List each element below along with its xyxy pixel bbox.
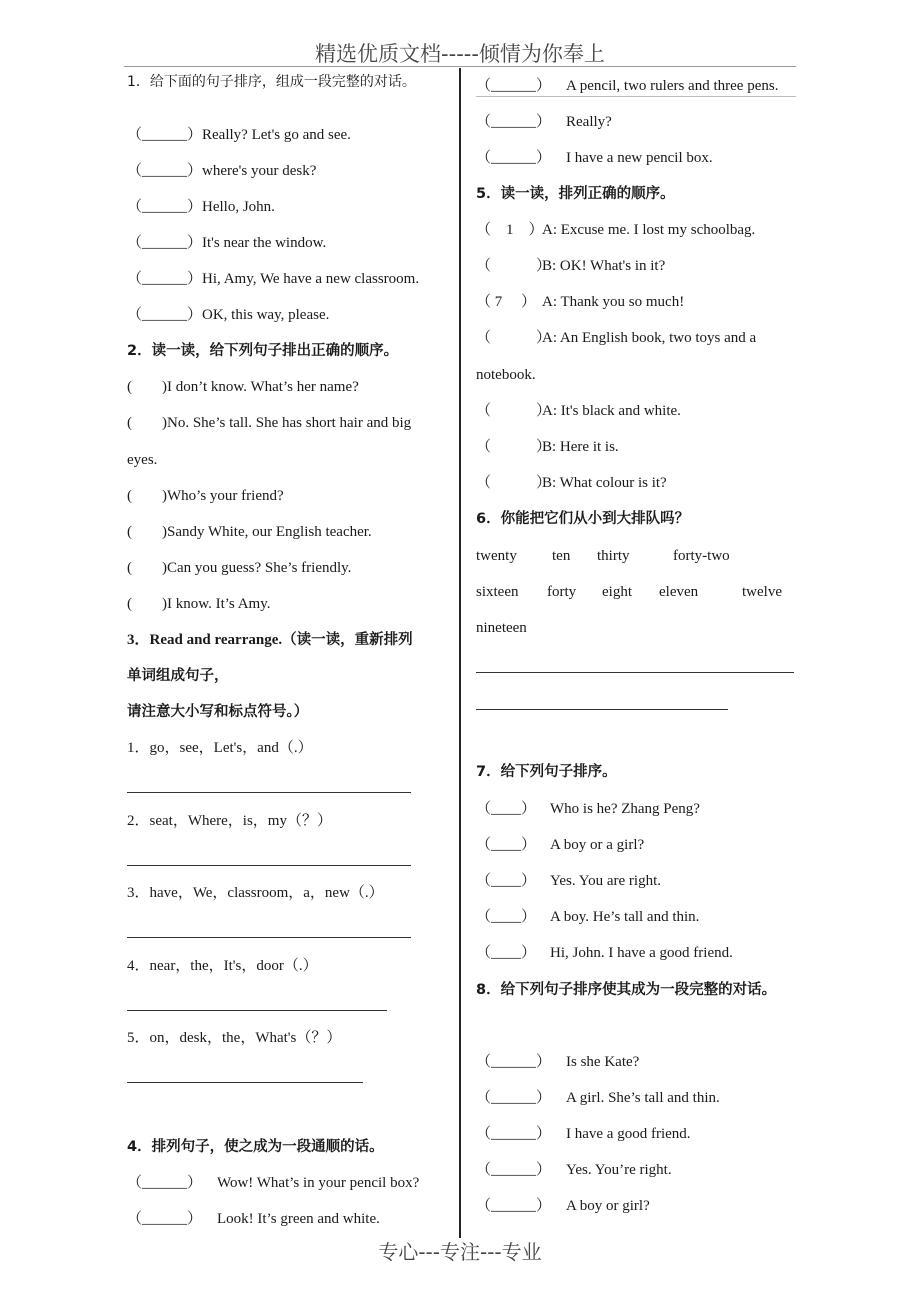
answer-blank[interactable]: （______） xyxy=(127,307,203,323)
answer-blank[interactable]: （ ） xyxy=(476,330,552,346)
section-5-title: 5．读一读，排列正确的顺序。 xyxy=(476,186,675,202)
number-word: ten xyxy=(552,548,571,564)
scramble-item: 3．have，We，classroom，a，new（.） xyxy=(127,885,384,901)
page-header: 精选优质文档-----倾情为你奉上 xyxy=(315,42,605,66)
answer-blank[interactable]: ( ) xyxy=(127,560,167,576)
section-1-title: 1．给下面的句子排序，组成一段完整的对话。 xyxy=(127,74,416,90)
item-text: It's near the window. xyxy=(202,235,327,251)
answer-blank[interactable]: ( ) xyxy=(127,415,167,431)
number-word: eight xyxy=(602,584,632,600)
item-text: Hello, John. xyxy=(202,199,275,215)
answer-blank[interactable]: （ ） xyxy=(476,475,552,491)
answer-blank[interactable]: （____） xyxy=(476,801,537,817)
section-3-title-line2: 单词组成句子， xyxy=(127,668,229,684)
item-text: I have a new pencil box. xyxy=(566,150,713,166)
list-item xyxy=(476,1088,720,1108)
list-item xyxy=(476,112,612,132)
answer-blank[interactable]: （______） xyxy=(127,235,203,251)
list-item xyxy=(127,486,284,506)
list-item xyxy=(476,799,700,819)
answer-blank[interactable]: （ 1 ） xyxy=(476,222,544,238)
section-3-title xyxy=(127,630,413,650)
answer-blank[interactable]: ( ) xyxy=(127,596,167,612)
list-item xyxy=(127,413,411,433)
answer-blank[interactable]: （______） xyxy=(476,1126,552,1142)
item-text: No. She’s tall. She has short hair and big xyxy=(167,415,412,431)
section-3-title-cn: （读一读，重新排列 xyxy=(282,632,413,648)
answer-blank[interactable]: （______） xyxy=(127,1175,203,1191)
item-text: B: What colour is it? xyxy=(542,475,667,491)
list-item xyxy=(127,594,270,614)
list-item xyxy=(127,125,351,145)
item-text: B: Here it is. xyxy=(542,439,619,455)
list-item xyxy=(476,871,661,891)
list-item xyxy=(476,1124,691,1144)
list-item xyxy=(127,161,316,181)
number-word: twelve xyxy=(742,584,782,600)
item-text: I know. It’s Amy. xyxy=(167,596,271,612)
answer-blank[interactable]: （______） xyxy=(476,1198,552,1214)
list-item xyxy=(127,1173,419,1193)
list-item xyxy=(476,1160,672,1180)
answer-blank[interactable]: （______） xyxy=(476,78,552,94)
answer-line[interactable] xyxy=(127,865,411,866)
list-item xyxy=(476,437,619,457)
answer-blank[interactable]: （____） xyxy=(476,945,537,961)
item-text: notebook. xyxy=(476,367,536,383)
list-item xyxy=(127,197,275,217)
section-2-title: 2．读一读，给下列句子排出正确的顺序。 xyxy=(127,343,399,359)
item-text: eyes. xyxy=(127,452,158,468)
item-text: Yes. You’re right. xyxy=(566,1162,672,1178)
answer-blank[interactable]: （ ） xyxy=(476,439,552,455)
number-word: sixteen xyxy=(476,584,519,600)
list-item xyxy=(476,835,644,855)
answer-blank[interactable]: （______） xyxy=(476,1054,552,1070)
item-text: A boy. He’s tall and thin. xyxy=(550,909,700,925)
list-item xyxy=(476,1196,650,1216)
list-item xyxy=(127,377,359,397)
answer-line[interactable] xyxy=(476,672,794,673)
section-8-title: 8．给下列句子排序使其成为一段完整的对话。 xyxy=(476,982,777,998)
list-item xyxy=(127,305,329,325)
answer-blank[interactable]: （______） xyxy=(127,199,203,215)
item-text: Look! It’s green and white. xyxy=(217,1211,380,1227)
list-item xyxy=(127,522,372,542)
number-word: forty-two xyxy=(673,548,730,564)
answer-blank[interactable]: ( ) xyxy=(127,524,167,540)
scramble-item: 5．on，desk，the，What's（？） xyxy=(127,1030,342,1046)
item-text: B: OK! What's in it? xyxy=(542,258,666,274)
list-item xyxy=(127,558,351,578)
item-text: Yes. You are right. xyxy=(550,873,661,889)
answer-blank[interactable]: （______） xyxy=(127,271,203,287)
item-text: Really? Let's go and see. xyxy=(202,127,351,143)
list-item-continuation xyxy=(476,365,536,385)
answer-line[interactable] xyxy=(127,937,411,938)
answer-blank[interactable]: （____） xyxy=(476,873,537,889)
answer-blank[interactable]: （______） xyxy=(127,127,203,143)
answer-blank[interactable]: （____） xyxy=(476,837,537,853)
item-text: Who is he? Zhang Peng? xyxy=(550,801,700,817)
answer-blank[interactable]: （______） xyxy=(127,163,203,179)
item-text: where's your desk? xyxy=(202,163,317,179)
answer-blank[interactable]: （____） xyxy=(476,909,537,925)
item-text: Wow! What’s in your pencil box? xyxy=(217,1175,420,1191)
list-item xyxy=(476,292,684,312)
list-item xyxy=(127,233,326,253)
answer-blank[interactable]: （ 7 ） xyxy=(476,294,537,310)
item-text: I don’t know. What’s her name? xyxy=(167,379,359,395)
answer-blank[interactable]: ( ) xyxy=(127,488,167,504)
answer-blank[interactable]: ( ) xyxy=(127,379,167,395)
answer-blank[interactable]: （______） xyxy=(127,1211,203,1227)
item-text: Sandy White, our English teacher. xyxy=(167,524,372,540)
item-text: Can you guess? She’s friendly. xyxy=(167,560,352,576)
number-word: thirty xyxy=(597,548,630,564)
answer-blank[interactable]: （ ） xyxy=(476,403,552,419)
item-text: A: It's black and white. xyxy=(542,403,681,419)
answer-line[interactable] xyxy=(127,1082,363,1083)
answer-blank[interactable]: （______） xyxy=(476,1162,552,1178)
answer-blank[interactable]: （______） xyxy=(476,1090,552,1106)
list-item xyxy=(476,1052,639,1072)
column-divider xyxy=(459,68,461,1238)
section-6-title: 6．你能把它们从小到大排队吗？ xyxy=(476,511,690,527)
list-item xyxy=(476,401,681,421)
number-word: twenty xyxy=(476,548,517,564)
item-text: A pencil, two rulers and three pens. xyxy=(566,78,779,94)
number-word: eleven xyxy=(659,584,699,600)
section-4-title: 4．排列句子，使之成为一段通顺的话。 xyxy=(127,1139,384,1155)
scramble-item: 4．near，the，It's，door（.） xyxy=(127,958,318,974)
answer-blank[interactable]: （______） xyxy=(476,150,552,166)
header-rule xyxy=(124,66,796,67)
item-text: Really? xyxy=(566,114,612,130)
item-text: I have a good friend. xyxy=(566,1126,691,1142)
number-word: forty xyxy=(547,584,577,600)
item-text: Hi, John. I have a good friend. xyxy=(550,945,733,961)
answer-line[interactable] xyxy=(127,1010,387,1011)
item-text: A: An English book, two toys and a xyxy=(542,330,757,346)
list-item xyxy=(127,1209,380,1229)
list-item xyxy=(476,76,778,96)
list-item xyxy=(127,269,419,289)
list-item xyxy=(476,220,755,240)
item-text: A: Thank you so much! xyxy=(542,294,685,310)
answer-line[interactable] xyxy=(127,792,411,793)
list-item xyxy=(476,328,756,348)
answer-blank[interactable]: （ ） xyxy=(476,258,552,274)
item-text: A girl. She’s tall and thin. xyxy=(566,1090,720,1106)
rule-line xyxy=(476,96,796,97)
list-item xyxy=(476,943,733,963)
item-text: A boy or a girl? xyxy=(550,837,645,853)
list-item xyxy=(476,256,665,276)
item-text: OK, this way, please. xyxy=(202,307,330,323)
page-footer: 专心---专注---专业 xyxy=(378,1240,542,1264)
item-text: Who’s your friend? xyxy=(167,488,284,504)
answer-blank[interactable]: （______） xyxy=(476,114,552,130)
section-3-title-line3: 请注意大小写和标点符号。） xyxy=(127,704,309,720)
item-text: A: Excuse me. I lost my schoolbag. xyxy=(542,222,756,238)
scramble-item: 2．seat，Where，is，my（？） xyxy=(127,813,332,829)
item-text: Hi, Amy, We have a new classroom. xyxy=(202,271,420,287)
list-item xyxy=(476,907,699,927)
number-word: nineteen xyxy=(476,620,527,636)
list-item xyxy=(476,473,667,493)
scramble-item: 1．go，see，Let's，and（.） xyxy=(127,740,313,756)
item-text: A boy or girl? xyxy=(566,1198,650,1214)
item-text: Is she Kate? xyxy=(566,1054,640,1070)
answer-line[interactable] xyxy=(476,709,728,710)
list-item xyxy=(476,148,713,168)
section-3-title-en: 3．Read and rearrange. xyxy=(127,632,283,648)
list-item-continuation xyxy=(127,450,157,470)
section-7-title: 7．给下列句子排序。 xyxy=(476,764,617,780)
